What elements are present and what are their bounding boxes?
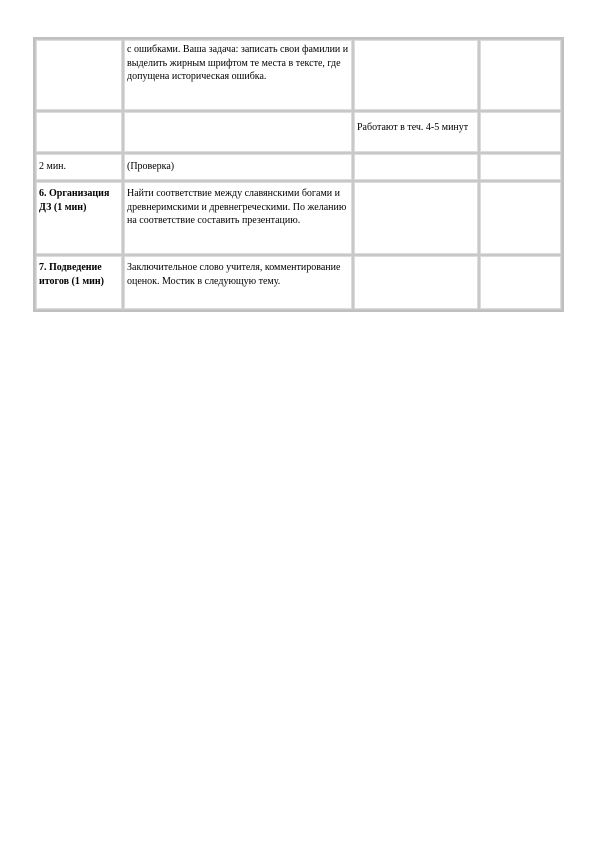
time-cell — [35, 111, 123, 153]
student-activity-cell — [353, 255, 479, 310]
note-cell — [479, 153, 562, 181]
stage-title-cell: 7. Подведение итогов (1 мин) — [35, 255, 123, 310]
note-cell — [479, 111, 562, 153]
teacher-activity-cell — [123, 111, 353, 153]
teacher-activity-cell: Найти соответствие между славянскими богами и древнеримскими и древнегреческими. По желанию на соответствие составить презентацию. — [123, 181, 353, 255]
table-row — [35, 39, 562, 111]
table-row — [35, 255, 562, 310]
table-row — [35, 181, 562, 255]
teacher-activity-cell: (Проверка) — [123, 153, 353, 181]
lesson-plan-table — [33, 37, 564, 312]
note-cell — [479, 255, 562, 310]
table-row — [35, 153, 562, 181]
student-activity-cell — [353, 39, 479, 111]
student-activity-cell: Работают в теч. 4-5 минут — [353, 111, 479, 153]
time-cell — [35, 39, 123, 111]
stage-title-cell: 6. Организация ДЗ (1 мин) — [35, 181, 123, 255]
table-row — [35, 111, 562, 153]
note-cell — [479, 39, 562, 111]
student-activity-cell — [353, 181, 479, 255]
student-activity-cell — [353, 153, 479, 181]
teacher-activity-cell: с ошибками. Ваша задача: записать свои фамилии и выделить жирным шрифтом те места в тексте, где допущена историческая ошибка. — [123, 39, 353, 111]
teacher-activity-cell: Заключительное слово учителя, комментирование оценок. Мостик в следующую тему. — [123, 255, 353, 310]
time-cell: 2 мин. — [35, 153, 123, 181]
note-cell — [479, 181, 562, 255]
